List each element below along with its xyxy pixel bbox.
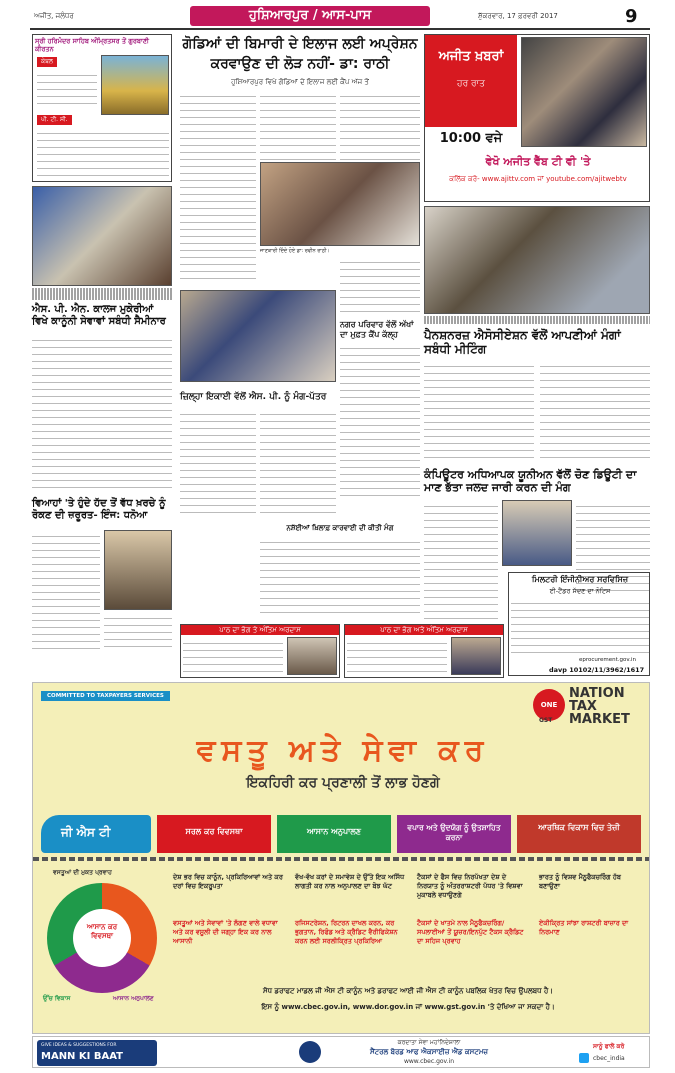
memo-headline: ਜ਼ਿਲ੍ਹਾ ਇਕਾਈ ਵੱਲੋਂ ਐਸ. ਪੀ. ਨੂੰ ਮੰਗ-ਪੱਤਰ xyxy=(180,392,327,402)
memo-body-1 xyxy=(180,408,256,518)
tender-site: eprocurement.gov.in xyxy=(579,657,636,663)
follow-label: ਸਾਨੂੰ ਫਾਲੋ ਕਰੋ xyxy=(593,1043,625,1050)
ajit-tv-time: 10:00 ਵਜੇ xyxy=(439,131,503,146)
patha-box-2-portrait xyxy=(451,637,501,675)
masthead-divider xyxy=(30,28,650,30)
cbec-handle: cbec_india xyxy=(593,1055,625,1062)
seminar-caption xyxy=(32,288,172,300)
computer-body-1 xyxy=(424,500,498,620)
ad-wheel-center xyxy=(73,909,131,967)
mkb-line-1: GIVE IDEAS & SUGGESTIONS FOR xyxy=(41,1043,117,1048)
ad-point-1-2: ਵੱਖ-ਵੱਖ ਕਰਾਂ ਦੇ ਸਮਾਵੇਸ਼ ਦੇ ਉੱਤੇ ਇਕ ਅਸਿੱਧ ਲਾਗਤੀ ਕਰ ਨਾਲ ਅਨੁਪਾਲਣ ਦਾ ਬੋਝ ਘੱਟ xyxy=(295,873,405,890)
condolence-headline: ਨਸ਼ੱਈਆਂ ਖ਼ਿਲਾਫ਼ ਕਾਰਵਾਈ ਦੀ ਕੀਤੀ ਮੰਗ xyxy=(286,524,394,532)
masthead xyxy=(0,0,675,30)
ad-committed-ribbon: COMMITTED TO TAXPAYERS SERVICES xyxy=(41,691,170,701)
ad-brand-market: MARKET xyxy=(569,712,630,727)
ngo-body xyxy=(340,342,420,502)
ajit-tv-time-label: ਹਰ ਰਾਤ xyxy=(457,79,485,89)
pension-photo xyxy=(424,206,650,314)
ad-footer-line-2: ਇਸ ਨੂੰ www.cbec.gov.in, www.dor.gov.in ਜਾਂ www.gst.gov.in 'ਤੇ ਦੇਖਿਆ ਜਾ ਸਕਦਾ ਹੈ। xyxy=(261,1003,555,1011)
lead-photo-caption: ਜਾਣਕਾਰੀ ਦਿੰਦੇ ਹੋਏ ਡਾ: ਰਵੀਨ ਰਾਠੀ। xyxy=(260,248,330,254)
ad-wagon-4-label: ਆਰਥਿਕ ਵਿਕਾਸ ਵਿਚ ਤੇਜ਼ੀ xyxy=(538,823,620,832)
ad-point-1-4: ਭਾਰਤ ਨੂੰ ਵਿਸ਼ਵ ਮੈਨੂਫੈਕਚਰਿੰਗ ਹੱਬ ਬਣਾਉਣਾ xyxy=(539,873,621,890)
seminar-photo xyxy=(32,186,172,286)
lead-body-col-2 xyxy=(260,90,336,160)
patha-box-1-portrait xyxy=(287,637,337,675)
tender-box xyxy=(508,572,650,676)
patha-box-1-heading: ਪਾਠ ਦਾ ਭੋਗ ਤੇ ਅੰਤਿਮ ਅਰਦਾਸ xyxy=(181,625,339,635)
pension-body-1 xyxy=(424,360,534,464)
wedding-headline: ਵਿਆਹਾਂ 'ਤੇ ਹੁੰਦੇ ਹੱਦ ਤੋਂ ਵੱਧ ਖ਼ਰਚੇ ਨੂੰ ਰੋਕਣ ਦੀ ਜ਼ਰੂਰਤ- ਇੰਜ: ਧਨੋਆ xyxy=(32,498,166,521)
lead-body-col-4 xyxy=(340,256,420,316)
ad-brand-logo xyxy=(533,687,645,729)
wedding-body-2 xyxy=(104,612,172,652)
memo-body-2 xyxy=(260,408,336,518)
ajit-tv-title: ਅਜੀਤ ਖ਼ਬਰਾਂ xyxy=(438,49,504,64)
patha-box-1-text xyxy=(183,637,283,675)
ad-train-title: ਜੀ ਐਸ ਟੀ xyxy=(61,825,111,839)
ad-wagon-3-label: ਵਪਾਰ ਅਤੇ ਉਦਯੋਗ ਨੂੰ ਉਤਸ਼ਾਹਿਤ ਕਰਨਾ xyxy=(407,823,501,842)
masthead-section: ਹੁਸ਼ਿਆਰਪੁਰ / ਆਸ-ਪਾਸ xyxy=(190,6,430,26)
ad-train-track xyxy=(33,857,650,861)
ad-wheel-right-label: ਆਸਾਨ ਅਨੁਪਾਲਣ xyxy=(113,995,154,1002)
tender-text xyxy=(511,597,649,655)
emblem-icon xyxy=(299,1041,321,1063)
ajit-tv-banner xyxy=(425,35,517,127)
pension-body-2 xyxy=(540,360,650,464)
mkb-logo xyxy=(37,1040,157,1066)
ad-point-2-3: ਟੈਕਸਾਂ ਦੇ ਖਾਤਮੇ ਨਾਲ ਮੈਨੂਫੈਕਚਰਿੰਗ/ਸਪਲਾਈਆਂ ਤੋਂ ਯੂਜ਼ਰ/ਇਨਪੁੱਟ ਟੈਕਸ ਕ੍ਰੈਡਿਟ ਦਾ ਸਹਿਜ ਪ੍ਰਵਾਹ xyxy=(417,919,524,945)
tender-headline: ਮਿਲਟਰੀ ਇੰਜੀਨੀਅਰ ਸਰਵਿਸਿਜ਼ xyxy=(531,575,629,584)
computer-headline: ਕੰਪਿਊਟਰ ਅਧਿਆਪਕ ਯੂਨੀਅਨ ਵੱਲੋਂ ਚੋਣ ਡਿਊਟੀ ਦਾ ਮਾਣ ਭੱਤਾ ਜਲਦ ਜਾਰੀ ਕਰਨ ਦੀ ਮੰਗ xyxy=(424,468,637,494)
ad-wagon-4 xyxy=(517,815,641,853)
ad-footer-line-1: ਸੋਧ ਡਰਾਫਟ ਮਾਡਲ ਜੀ ਐਸ ਟੀ ਕਾਨੂੰਨ ਅਤੇ ਡਰਾਫਟ ਆਈ ਜੀ ਐਸ ਟੀ ਕਾਨੂੰਨ ਪਬਲਿਕ ਖੇਤਰ ਵਿਚ ਉਪਲਬਧ ਹੈ। xyxy=(263,987,553,995)
wedding-body-1 xyxy=(32,530,100,650)
ad-subheadline: ਇਕਹਿਰੀ ਕਰ ਪ੍ਰਣਾਲੀ ਤੋਂ ਲਾਭ ਹੋਣਗੇ xyxy=(246,775,440,791)
masthead-paper-name: ਅਜੀਤ, ਜਲੰਧਰ xyxy=(34,12,74,20)
temple-text-2 xyxy=(37,127,169,179)
computer-portrait xyxy=(502,500,572,566)
ad-point-2-1: ਵਸਤੂਆਂ ਅਤੇ ਸੇਵਾਵਾਂ 'ਤੇ ਲੱਗਣ ਵਾਲੇ ਵਧਾਵਾ ਅਤੇ ਕਰ ਵਸੂਲੀ ਦੀ ਜਗ੍ਹਾ ਇਕ ਕਰ ਨਾਲ ਆਸਾਨੀ xyxy=(173,919,278,945)
ad-wheel-top-label: ਵਸਤੂਆਂ ਦੀ ਮੁਕਤ ਪ੍ਰਵਾਹ xyxy=(53,869,112,876)
cbec-line-2: ਸੈਂਟਰਲ ਬੋਰਡ ਆਫ ਐਕਸਾਈਜ਼ ਐਂਡ ਕਸਟਮਜ਼ xyxy=(370,1048,488,1056)
ad-point-1-1: ਦੇਸ਼ ਭਰ ਵਿਚ ਕਾਨੂੰਨ, ਪ੍ਰਕਿਰਿਆਵਾਂ ਅਤੇ ਕਰ ਦਰਾਂ ਵਿਚ ਇਕਰੂਪਤਾ xyxy=(173,873,283,890)
ajit-tv-links: ਕਲਿੱਕ ਕਰੋ- www.ajittv.com ਜਾਂ youtube.com/ajitwebtv xyxy=(449,175,627,183)
patha-box-2 xyxy=(344,624,504,678)
temple-box xyxy=(32,34,172,182)
golden-temple-photo xyxy=(101,55,169,115)
ad-wagon-1 xyxy=(157,815,271,853)
ad-wagon-3 xyxy=(397,815,511,853)
temple-tag-ptc: ਪੀ. ਟੀ. ਸੀ. xyxy=(37,115,72,125)
gst-advertisement xyxy=(32,682,650,1034)
page-number: 9 xyxy=(625,6,638,27)
lead-body-col-1 xyxy=(180,90,256,280)
ad-benefit-wheel xyxy=(47,883,157,993)
ad-brand-one: ONE xyxy=(533,689,565,721)
ad-wheel-center-label: ਆਸਾਨ ਕਰ ਵਿਵਸਥਾ xyxy=(86,923,118,940)
ad-headline: ਵਸਤੂ ਅਤੇ ਸੇਵਾ ਕਰ xyxy=(196,733,490,768)
lead-headline-line-1: ਗੋਡਿਆਂ ਦੀ ਬਿਮਾਰੀ ਦੇ ਇਲਾਜ ਲਈ ਅਪ੍ਰੇਸ਼ਨ xyxy=(182,36,418,52)
ad-wagon-2-label: ਆਸਾਨ ਅਨੁਪਾਲਣ xyxy=(306,827,362,836)
ad-wagon-1-label: ਸਰਲ ਕਰ ਵਿਵਸਥਾ xyxy=(185,827,243,836)
ajit-tv-collage xyxy=(521,37,647,147)
ad-point-2-2: ਰਜਿਸਟਰੇਸ਼ਨ, ਰਿਟਰਨ ਦਾਖਲ ਕਰਨ, ਕਰ ਭੁਗਤਾਨ, ਰਿਫੰਡ ਅਤੇ ਕ੍ਰੈਡਿਟ ਵੈਰੀਫਿਕੇਸ਼ਨ ਕਰਨ ਲਈ ਸਰਲੀਕ੍ਰਿਤ ਪ੍ਰਕਿਰਿਆ xyxy=(295,919,398,945)
cbec-line-1: ਕਰਦਾਤਾ ਸੇਵਾ ਮਹਾਂਨਿਦੇਸ਼ਾਲਾ xyxy=(397,1039,461,1046)
twitter-icon xyxy=(579,1053,589,1063)
masthead-date: ਸ਼ੁੱਕਰਵਾਰ, 17 ਫ਼ਰਵਰੀ 2017 xyxy=(478,12,558,20)
ad-bottom-strip xyxy=(32,1036,650,1068)
lead-doctor-photo xyxy=(260,162,420,246)
ad-train-engine xyxy=(41,815,151,853)
ad-point-1-3: ਟੈਕਸਾਂ ਦੇ ਫੈਸ ਵਿਚ ਨਿਰਪੱਖਤਾ ਦੇਸ਼ ਦੇ ਨਿਰਯਾਤ ਨੂੰ ਅੰਤਰਰਾਸ਼ਟਰੀ ਪੱਧਰ 'ਤੇ ਵਿਸ਼ਵਾ ਮੁਕਾਬਲੇ ਵਧਾਉਣਗੇ xyxy=(417,873,523,899)
ad-brand-nation: NATION xyxy=(569,686,625,701)
tender-ref: davp 10102/11/3962/1617 xyxy=(549,666,645,674)
mkb-line-2: MANN KI BAAT xyxy=(41,1051,124,1062)
lead-subheadline: ਹੁਸ਼ਿਆਰਪੁਰ ਵਿਖੇ ਗੋਡਿਆਂ ਦੇ ਇਲਾਜ ਲਈ ਕੈਂਪ ਅੱਜ ਤੋਂ xyxy=(231,78,369,86)
patha-box-2-heading: ਪਾਠ ਦਾ ਭੋਗ ਅਤੇ ਅੰਤਿਮ ਅਰਦਾਸ xyxy=(345,625,503,635)
ad-wheel-left-label: ਉੱਚ ਵਿਕਾਸ xyxy=(43,995,71,1002)
memo-photo xyxy=(180,290,336,382)
lead-headline-line-2: ਕਰਵਾਉਣ ਦੀ ਲੋੜ ਨਹੀਂ- ਡਾ: ਰਾਠੀ xyxy=(210,56,390,72)
temple-headline: ਸ੍ਰੀ ਹਰਿਮੰਦਰ ਸਾਹਿਬ ਅੰਮ੍ਰਿਤਸਰ ਤੋਂ ਗੁਰਬਾਣੀ ਕੀਰਤਨ xyxy=(35,37,150,53)
seminar-headline: ਐਸ. ਪੀ. ਐਨ. ਕਾਲਜ ਮੁਕੇਰੀਆਂ ਵਿਖੇ ਕਾਨੂੰਨੀ ਸੇਵਾਵਾਂ ਸਬੰਧੀ ਸੈਮੀਨਾਰ xyxy=(32,304,166,327)
temple-text-1 xyxy=(37,69,97,109)
cbec-site: www.cbec.gov.in xyxy=(403,1058,455,1065)
pension-caption xyxy=(424,316,650,324)
seminar-body xyxy=(32,334,172,494)
ajit-tv-box xyxy=(424,34,650,202)
temple-tag-cable: ਕੇਬਲ xyxy=(37,57,57,67)
patha-box-1 xyxy=(180,624,340,678)
ajit-tv-watch: ਵੇਖੋ ਅਜੀਤ ਵੈੱਬ ਟੀ ਵੀ 'ਤੇ xyxy=(485,155,591,168)
ad-brand-tax: TAX xyxy=(569,699,597,714)
tender-subheadline: ਈ-ਟੈਂਡਰ ਸੱਦਣ ਦਾ ਨੋਟਿਸ xyxy=(549,587,611,595)
lead-body-col-3 xyxy=(340,90,420,160)
ad-wagon-2 xyxy=(277,815,391,853)
condolence-body xyxy=(260,536,420,616)
ngo-headline: ਨਗਰ ਪਰਿਵਾਰ ਵੱਲੋਂ ਅੱਖਾਂ ਦਾ ਮੁਫ਼ਤ ਕੈਂਪ ਕੱਲ੍ਹ xyxy=(340,320,414,339)
patha-box-2-text xyxy=(347,637,447,675)
ad-brand-badge: GST xyxy=(539,717,553,724)
wedding-portrait xyxy=(104,530,172,610)
ad-point-2-4: ਏਕੀਕ੍ਰਿਤ ਸਾਂਝਾ ਰਾਸ਼ਟਰੀ ਬਾਜ਼ਾਰ ਦਾ ਨਿਰਮਾਣ xyxy=(539,919,629,936)
pension-headline: ਪੈਨਸ਼ਨਰਜ਼ ਐਸੋਸੀਏਸ਼ਨ ਵੱਲੋਂ ਆਪਣੀਆਂ ਮੰਗਾਂ ਸਬੰਧੀ ਮੀਟਿੰਗ xyxy=(424,328,621,356)
